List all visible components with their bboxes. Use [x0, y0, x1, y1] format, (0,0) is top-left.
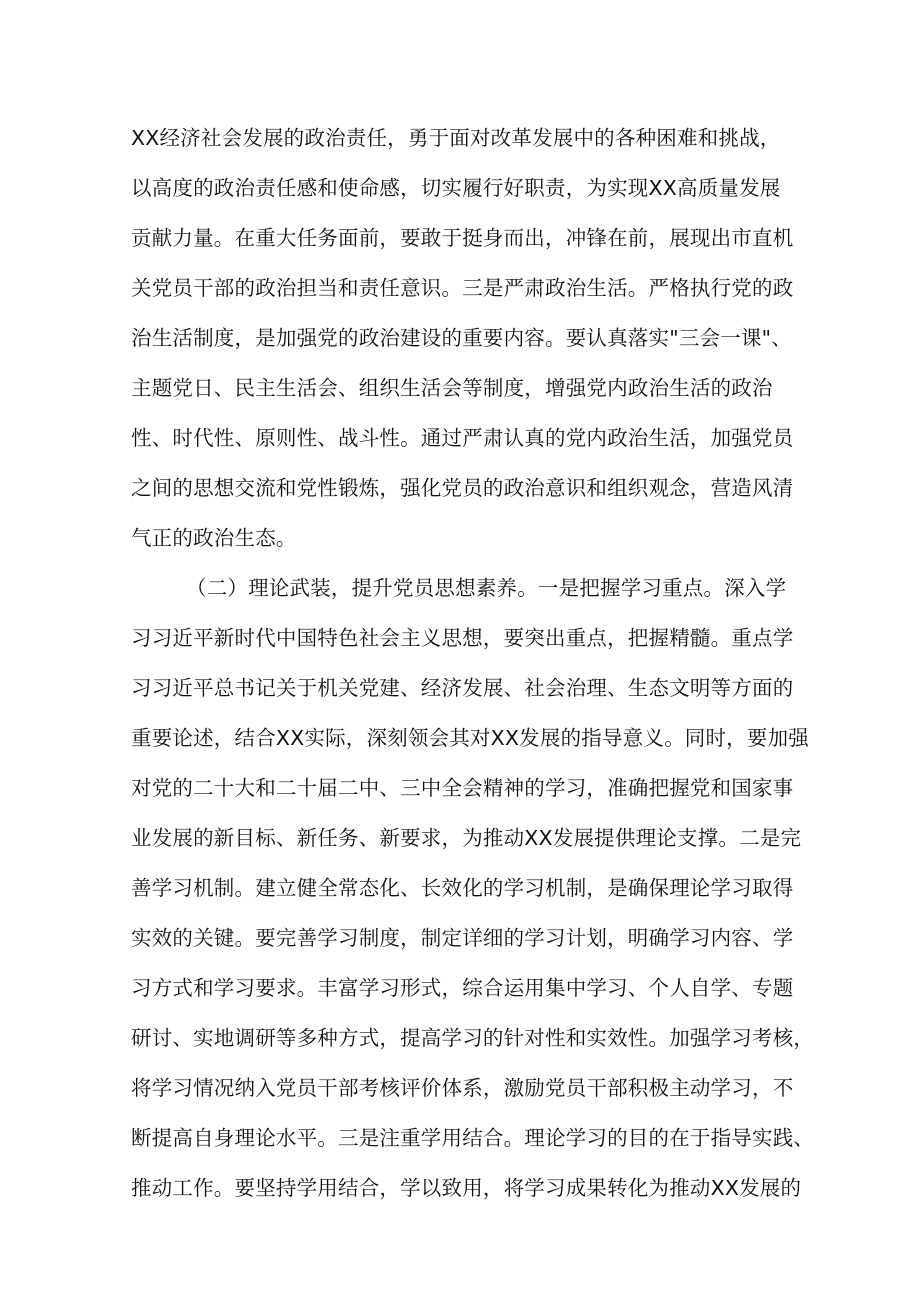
text-line: 习习近平新时代中国特色社会主义思想，要突出重点，把握精髓。重点学: [131, 626, 794, 650]
text-line: 贡献力量。在重大任务面前，要敢于挺身而出，冲锋在前，展现出市直机: [131, 226, 794, 250]
text-line: 气正的政治生态。: [131, 526, 297, 550]
text-line: 断提高自身理论水平。三是注重学用结合。理论学习的目的在于指导实践、: [131, 1126, 815, 1150]
section-heading-line: （二）理论武装，提升党员思想素养。一是把握学习重点。深入学: [186, 576, 787, 600]
text-line: 之间的思想交流和党性锻炼，强化党员的政治意识和组织观念，营造风清: [131, 476, 794, 500]
text-line: 关党员干部的政治担当和责任意识。三是严肃政治生活。严格执行党的政: [131, 276, 794, 300]
text-line: 将学习情况纳入党员干部考核评价体系，激励党员干部积极主动学习，不: [131, 1076, 794, 1100]
text-line: 主题党日、民主生活会、组织生活会等制度，增强党内政治生活的政治: [131, 376, 773, 400]
text-line: 实效的关键。要完善学习制度，制定详细的学习计划，明确学习内容、学: [131, 926, 794, 950]
text-line: XX经济社会发展的政治责任，勇于面对改革发展中的各种困难和挑战，: [131, 126, 781, 150]
text-line: 善学习机制。建立健全常态化、长效化的学习机制，是确保理论学习取得: [131, 876, 794, 900]
text-line: 治生活制度，是加强党的政治建设的重要内容。要认真落实"三会一课"、: [131, 326, 792, 350]
text-line: 性、时代性、原则性、战斗性。通过严肃认真的党内政治生活，加强党员: [131, 426, 794, 450]
text-line: 以高度的政治责任感和使命感，切实履行好职责，为实现XX高质量发展: [131, 176, 781, 200]
text-line: 研讨、实地调研等多种方式，提高学习的针对性和实效性。加强学习考核，: [131, 1026, 815, 1050]
text-line: 重要论述，结合XX实际，深刻领会其对XX发展的指导意义。同时，要加强: [131, 726, 809, 750]
text-line: 习方式和学习要求。丰富学习形式，综合运用集中学习、个人自学、专题: [131, 976, 794, 1000]
text-line: 业发展的新目标、新任务、新要求，为推动XX发展提供理论支撑。二是完: [131, 826, 802, 850]
text-line: 推动工作。要坚持学用结合，学以致用，将学习成果转化为推动XX发展的: [131, 1176, 802, 1200]
text-line: 对党的二十大和二十届二中、三中全会精神的学习，准确把握党和国家事: [131, 776, 794, 800]
text-line: 习习近平总书记关于机关党建、经济发展、社会治理、生态文明等方面的: [131, 676, 794, 700]
